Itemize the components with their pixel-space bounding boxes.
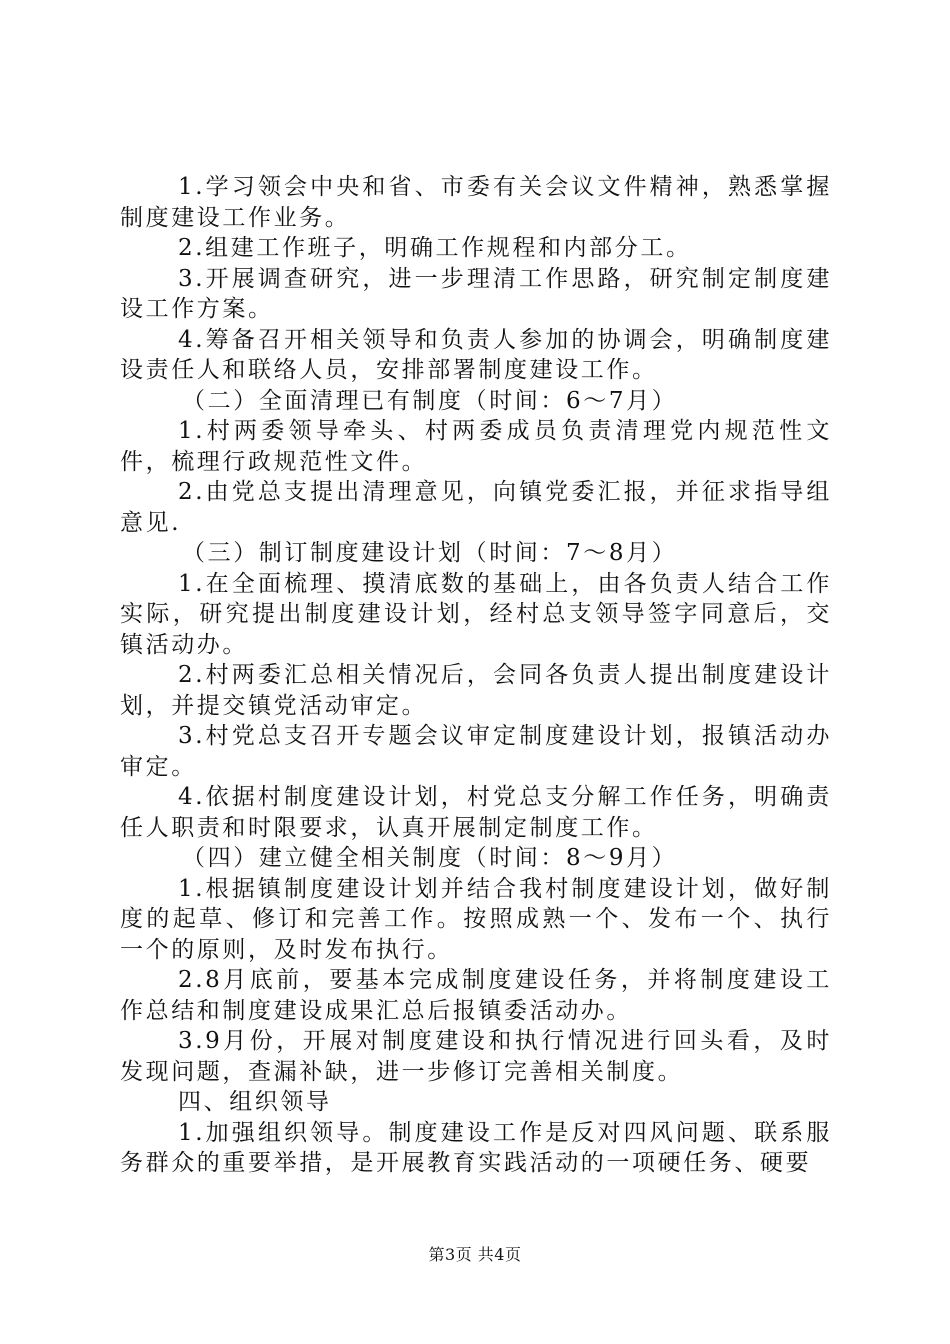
paragraph: 2.8月底前，要基本完成制度建设任务，并将制度建设工作总结和制度建设成果汇总后报镇委活动办。 [120, 967, 832, 1024]
section-heading: （二）全面清理已有制度（时间：6～7月） [182, 387, 678, 414]
section-heading: （三）制订制度建设计划（时间：7～8月） [182, 540, 678, 566]
paragraph: 2.组建工作班子，明确工作规程和内部分工。 [178, 235, 692, 261]
paragraph: 2.由党总支提出清理意见，向镇党委汇报，并征求指导组意见. [120, 479, 832, 536]
document-body [120, 172, 832, 1179]
paragraph: 2.村两委汇总相关情况后，会同各负责人提出制度建设计划，并提交镇党活动审定。 [120, 662, 832, 719]
paragraph: 1.学习领会中央和省、市委有关会议文件精神，熟悉掌握制度建设工作业务。 [120, 174, 832, 231]
paragraph: 4.依据村制度建设计划，村党总支分解工作任务，明确责任人职责和时限要求，认真开展制定制度工作。 [120, 784, 832, 841]
paragraph: 3.村党总支召开专题会议审定制度建设计划，报镇活动办审定。 [120, 723, 832, 780]
paragraph: 1.根据镇制度建设计划并结合我村制度建设计划，做好制度的起草、修订和完善工作。按照成熟一个、发布一个、执行一个的原则，及时发布执行。 [120, 875, 832, 963]
paragraph: 1.在全面梳理、摸清底数的基础上，由各负责人结合工作实际，研究提出制度建设计划，经村总支领导签字同意后，交镇活动办。 [120, 570, 832, 658]
section-heading: （四）建立健全相关制度（时间：8～9月） [182, 845, 678, 871]
paragraph: 4.筹备召开相关领导和负责人参加的协调会，明确制度建设责任人和联络人员，安排部署制度建设工作。 [120, 326, 832, 383]
page-number-footer: 第3页 共4页 [428, 1245, 522, 1264]
section-heading: 四、组织领导 [178, 1089, 332, 1115]
paragraph: 3.9月份，开展对制度建设和执行情况进行回头看，及时发现问题，查漏补缺，进一步修订完善相关制度。 [120, 1028, 832, 1085]
paragraph: 1.村两委领导牵头、村两委成员负责清理党内规范性文件，梳理行政规范性文件。 [120, 418, 832, 475]
paragraph: 3.开展调查研究，进一步理清工作思路，研究制定制度建设工作方案。 [120, 265, 832, 322]
paragraph: 1.加强组织领导。制度建设工作是反对四风问题、联系服务群众的重要举措，是开展教育实践活动的一项硬任务、硬要 [120, 1119, 832, 1176]
